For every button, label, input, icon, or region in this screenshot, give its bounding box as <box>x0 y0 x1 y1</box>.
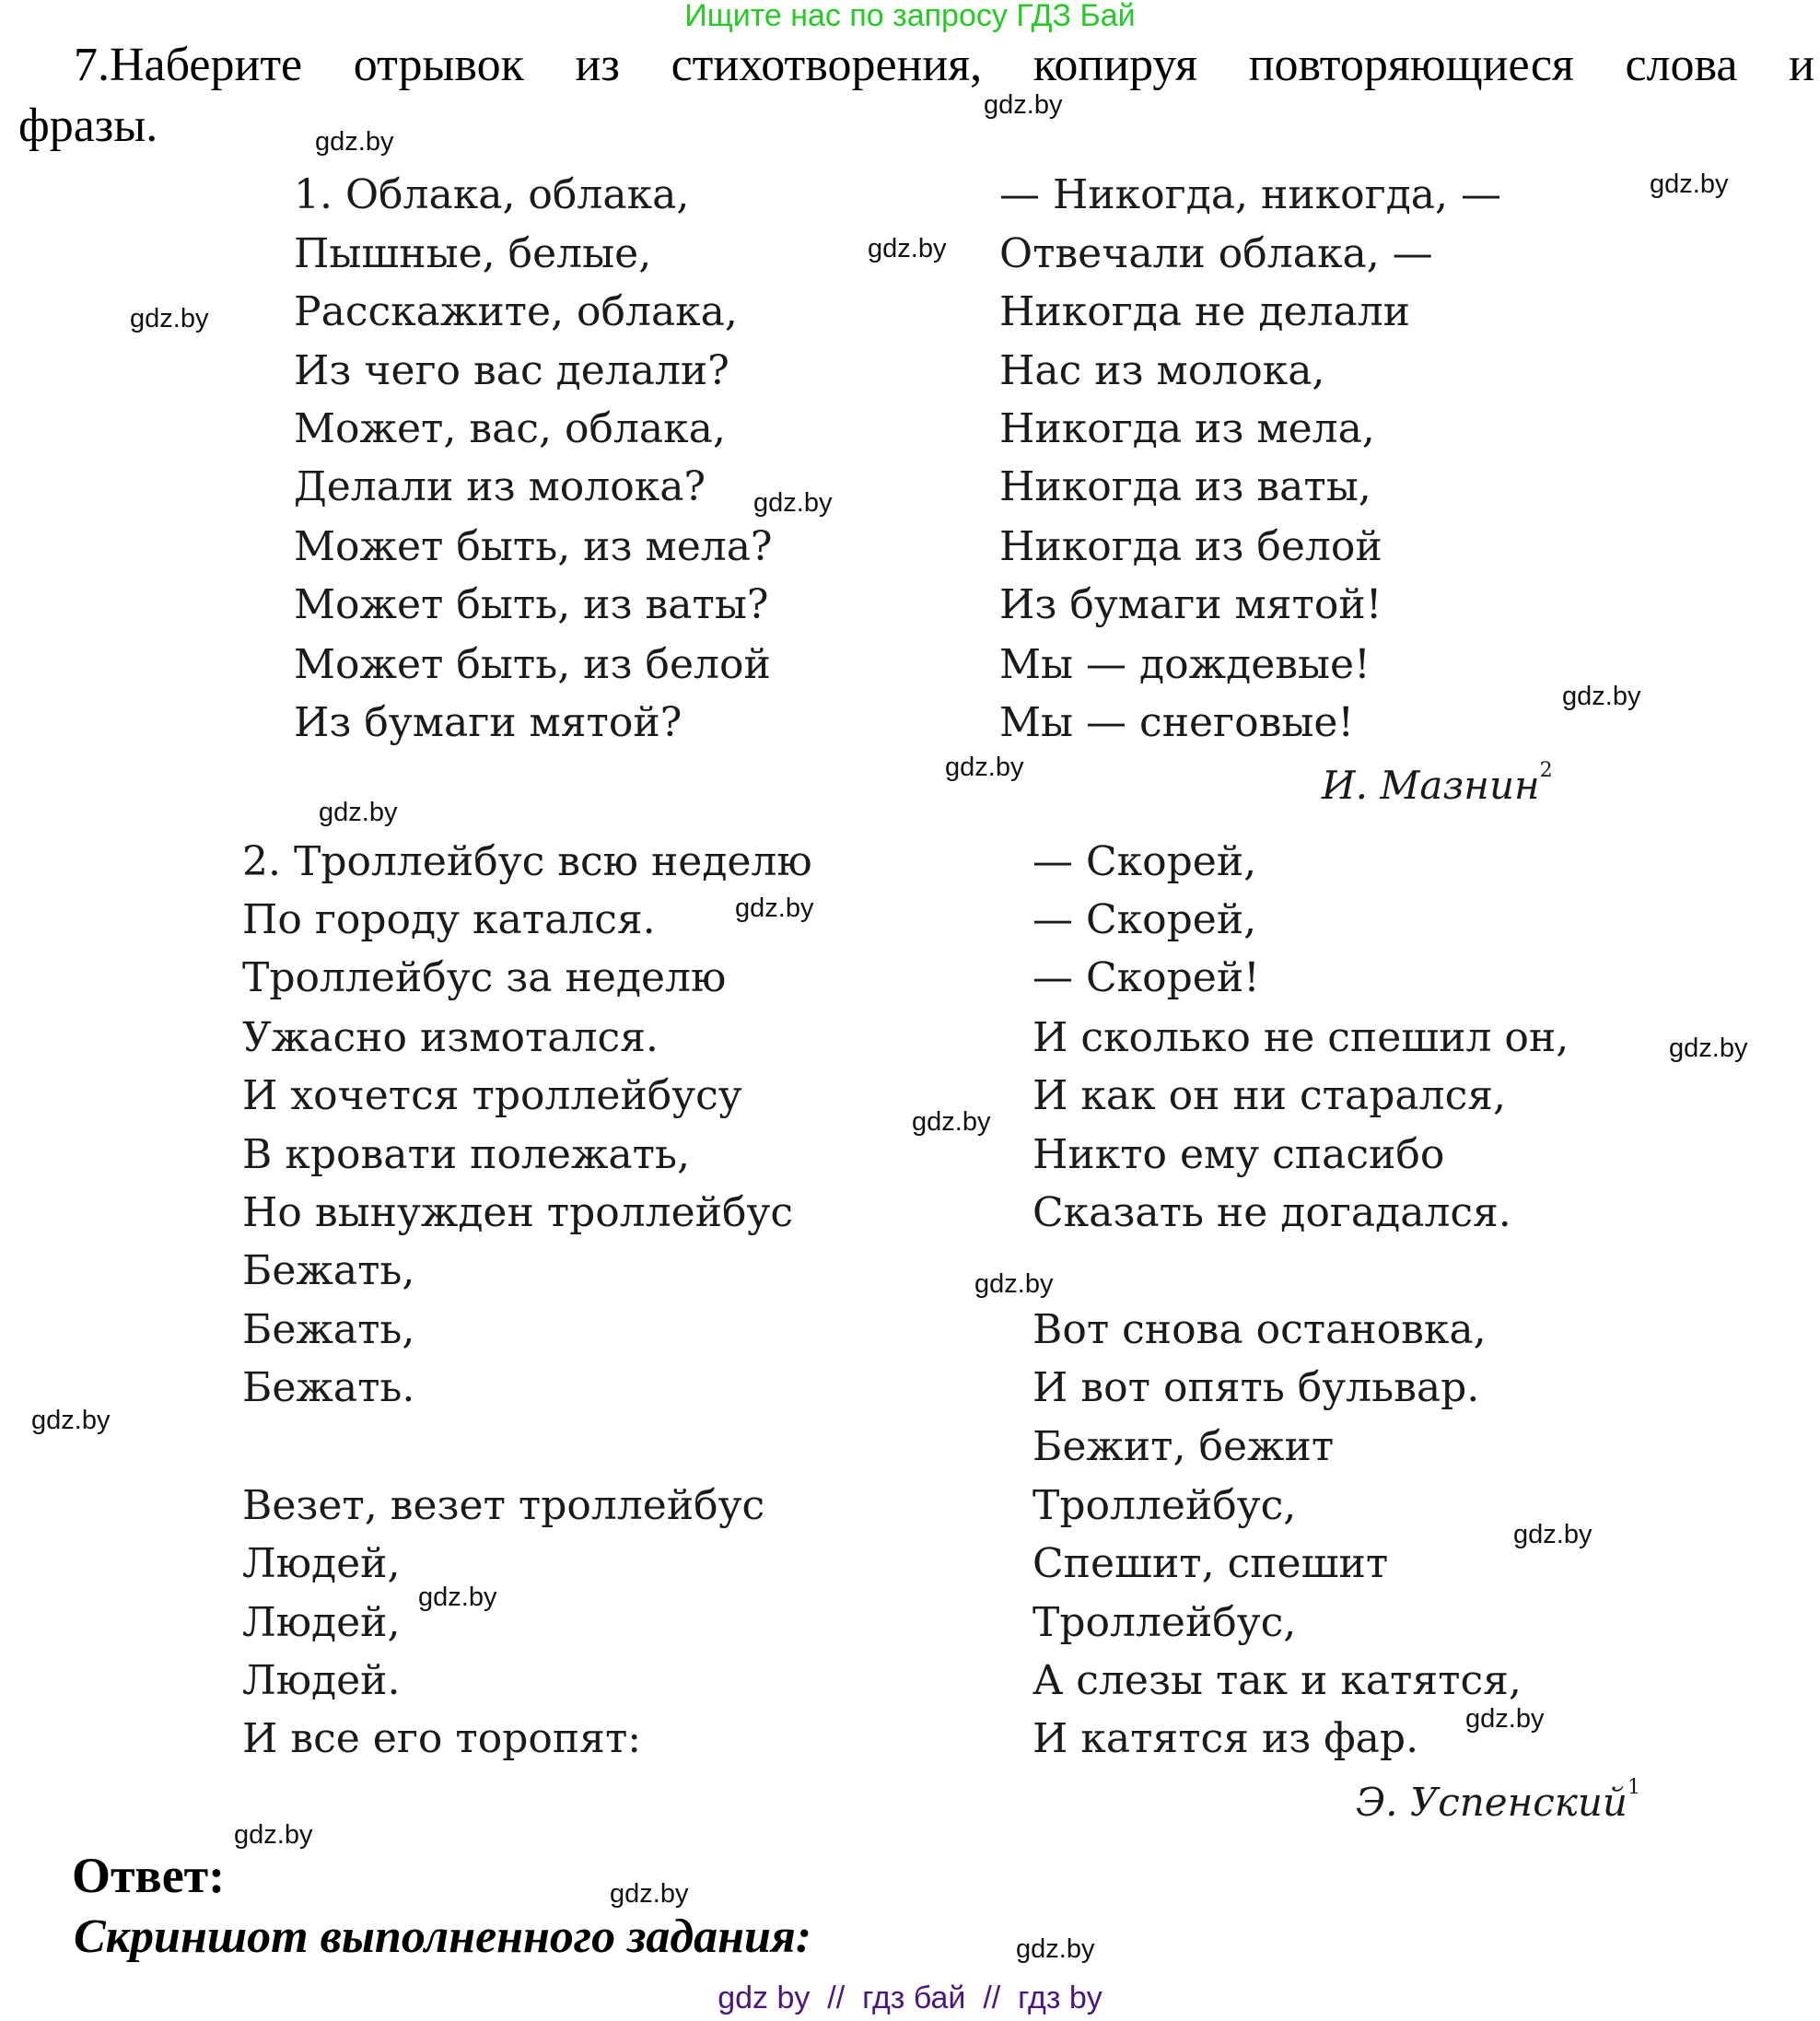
author-name: И. Мазнин <box>1322 763 1540 808</box>
poem-line: Из бумаги мятой! <box>999 581 1382 628</box>
poem-line: — Скорей! <box>1032 954 1260 1001</box>
task-statement-line1: 7.Наберите отрывок из стихотворения, копируя повторяющиеся слова и <box>74 39 1814 91</box>
poem-line: — Скорей, <box>1032 838 1257 885</box>
watermark: gdz.by <box>315 127 394 157</box>
poem-line: Мы — дождевые! <box>999 641 1371 688</box>
watermark: gdz.by <box>319 798 398 827</box>
poem-line: Никогда из мела, <box>999 405 1375 452</box>
poem-line: Людей. <box>242 1657 401 1704</box>
watermark: gdz.by <box>945 753 1024 782</box>
poem-line: Из бумаги мятой? <box>294 699 682 746</box>
poem-line: Ужасно измотался. <box>242 1014 659 1061</box>
watermark: gdz.by <box>1513 1520 1592 1549</box>
poem-line: Никогда из ваты, <box>999 463 1371 510</box>
poem-line: Может, вас, облака, <box>294 405 726 452</box>
watermark: gdz.by <box>31 1406 111 1435</box>
poem-line: Бежать, <box>242 1306 415 1353</box>
poem2-author <box>1356 1776 1640 1825</box>
poem-line: Отвечали облака, — <box>999 230 1433 277</box>
watermark: gdz.by <box>1669 1034 1748 1063</box>
task-statement-line2: фразы. <box>18 99 158 152</box>
answer-label: Ответ: <box>72 1848 226 1903</box>
poem-line: Спешит, спешит <box>1032 1540 1389 1587</box>
poem-line: И хочется троллейбусу <box>242 1072 742 1119</box>
poem-line: Мы — снеговые! <box>999 699 1355 746</box>
footer-links: gdz by // гдз бай // гдз by <box>718 1980 1102 2015</box>
poem-line: Никогда из белой <box>999 523 1382 570</box>
watermark: gdz.by <box>868 234 947 263</box>
watermark: gdz.by <box>418 1583 497 1612</box>
poem1-author <box>1322 759 1553 808</box>
watermark: gdz.by <box>1650 169 1729 199</box>
watermark: gdz.by <box>735 894 814 923</box>
poem-line: И как он ни старался, <box>1032 1072 1506 1119</box>
poem-line: 2. Троллейбус всю неделю <box>242 838 812 885</box>
poem-line: Может быть, из мела? <box>294 523 773 570</box>
poem-line: 1. Облака, облака, <box>294 171 690 218</box>
watermark: gdz.by <box>912 1107 991 1137</box>
watermark: gdz.by <box>234 1820 313 1850</box>
watermark: gdz.by <box>1016 1934 1095 1964</box>
screenshot-label: Скриншот выполненного задания: <box>74 1910 812 1963</box>
poem-line: Никто ему спасибо <box>1032 1131 1445 1178</box>
watermark: gdz.by <box>1562 682 1641 711</box>
poem-line: Везет, везет троллейбус <box>242 1482 765 1529</box>
poem-line: Бежать. <box>242 1364 415 1411</box>
watermark: gdz.by <box>974 1269 1054 1299</box>
poem-line: Троллейбус, <box>1032 1599 1297 1646</box>
poem-line: Вот снова остановка, <box>1032 1306 1487 1353</box>
poem-line: Людей, <box>242 1599 401 1646</box>
poem-line: Людей, <box>242 1540 401 1587</box>
poem-line: И все его торопят: <box>242 1715 642 1762</box>
poem-line: Пышные, белые, <box>294 230 652 277</box>
watermark: gdz.by <box>610 1879 689 1909</box>
poem-line: Может быть, из белой <box>294 641 771 688</box>
watermark: gdz.by <box>984 90 1063 120</box>
poem-line: — Никогда, никогда, — <box>999 171 1502 218</box>
search-hint-banner: Ищите нас по запросу ГДЗ Бай <box>684 0 1136 33</box>
watermark: gdz.by <box>753 488 833 518</box>
poem-line: И сколько не спешил он, <box>1032 1014 1569 1061</box>
poem-line: Делали из молока? <box>294 463 706 510</box>
poem-line: Может быть, из ваты? <box>294 581 769 628</box>
poem-line: Расскажите, облака, <box>294 288 738 335</box>
poem-line: И катятся из фар. <box>1032 1715 1419 1762</box>
poem-line: Но вынужден троллейбус <box>242 1189 794 1236</box>
watermark: gdz.by <box>1465 1704 1545 1734</box>
poem-line: Бежать, <box>242 1247 415 1294</box>
footnote-marker: 1 <box>1627 1776 1640 1799</box>
poem-line: Бежит, бежит <box>1032 1423 1335 1470</box>
poem-line: Троллейбус, <box>1032 1482 1297 1529</box>
watermark: gdz.by <box>130 304 209 333</box>
poem-line: И вот опять бульвар. <box>1032 1364 1480 1411</box>
poem-line: А слезы так и катятся, <box>1032 1657 1522 1704</box>
poem-line: По городу катался. <box>242 896 656 943</box>
poem-line: — Скорей, <box>1032 896 1257 943</box>
poem-line: Из чего вас делали? <box>294 347 729 394</box>
author-name: Э. Успенский <box>1356 1780 1628 1825</box>
footnote-marker: 2 <box>1539 759 1553 782</box>
poem-line: Никогда не делали <box>999 288 1410 335</box>
poem-line: В кровати полежать, <box>242 1131 690 1178</box>
poem-line: Нас из молока, <box>999 347 1325 394</box>
poem-line: Троллейбус за неделю <box>242 954 727 1001</box>
poem-line: Сказать не догадался. <box>1032 1189 1511 1236</box>
